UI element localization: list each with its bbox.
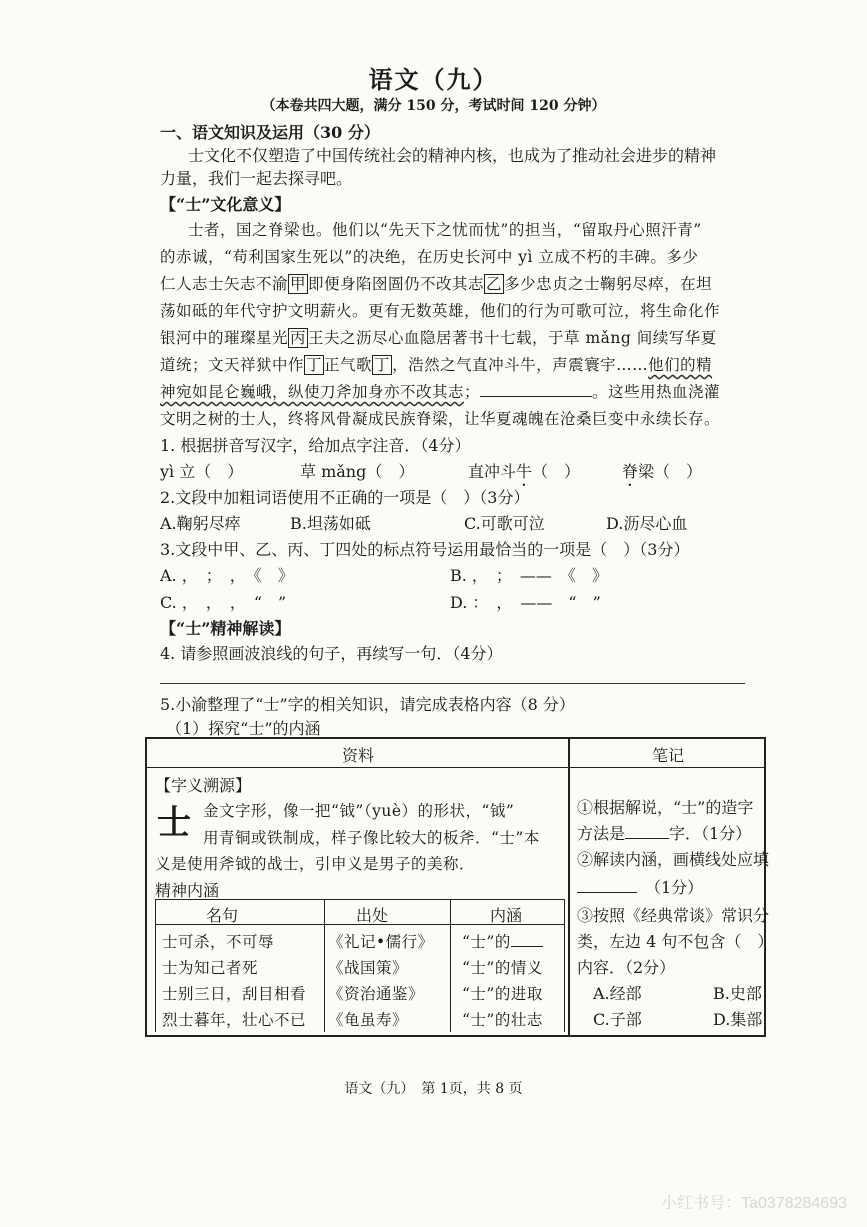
q1-option[interactable]: 直冲斗牛（ ） <box>468 462 581 481</box>
q1-option[interactable]: yì 立（ ） <box>160 462 244 481</box>
meaning-cell: “士”的 <box>462 930 543 952</box>
punct-mark-ding: 丁 <box>306 356 323 374</box>
wavy-sentence: 他们的精 <box>648 356 713 374</box>
q3-option-d[interactable]: D. ： ， —— “ ” <box>450 593 601 612</box>
note-2-cont: （1分） <box>577 875 703 898</box>
source-cell: 《礼记•儒行》 <box>328 933 434 951</box>
meaning-fill-blank[interactable] <box>577 892 637 893</box>
passage-line: 银河中的璀璨星光 丙 王夫之沥尽心血隐居著书十七载，于草 mǎng 间续写华夏 <box>160 329 717 347</box>
quote-cell: 士别三日，刮目相看 <box>162 985 307 1003</box>
char-method-blank[interactable] <box>625 838 669 839</box>
spirit-heading: 精神内涵 <box>155 881 220 900</box>
note-option-d[interactable]: D.集部 <box>713 1010 763 1029</box>
q2-option-a[interactable]: A.鞠躬尽瘁 <box>160 514 241 533</box>
q5-subquestion: （1）探究“士”的内涵 <box>166 719 321 738</box>
passage-line: 神宛如昆仑巍峨，纵使刀斧加身亦不改其志； 。这些用热血浇灌 <box>160 383 721 401</box>
q2-option-c[interactable]: C.可歌可泣 <box>464 514 545 533</box>
page-title: 语文（九） <box>368 65 499 94</box>
note-3-cont: 类，左边 4 句不包含（ ） <box>577 932 774 951</box>
note-3: ③按照《经典常谈》常识分 <box>577 906 770 925</box>
punct-mark-bing: 丙 <box>290 329 307 347</box>
origin-text: 金文字形，像一把“钺”（yuè）的形状，“钺” <box>203 802 515 820</box>
note-option-a[interactable]: A.经部 <box>593 984 642 1003</box>
q2-option-d[interactable]: D.沥尽心血 <box>606 514 688 533</box>
watermark: 小红书号：Ta0378284693 <box>661 1195 847 1212</box>
question-1: 1. 根据拼音写汉字，给加点字注音．（4分） <box>160 436 471 455</box>
quote-cell: 士可杀，不可辱 <box>162 933 275 951</box>
meaning-cell: “士”的壮志 <box>462 1011 543 1029</box>
q3-option-a[interactable]: A. ， ； ， 《 》 <box>160 566 294 585</box>
meaning-cell: “士”的进取 <box>462 985 543 1003</box>
page-footer: 语文（九） 第 1页，共 8 页 <box>344 1081 523 1097</box>
passage-line: 荡如砥的年代守护文明薪火。更有无数英雄，他们的行为可歌可泣，将生命化作 <box>160 302 721 320</box>
question-3: 3.文段中甲、乙、丙、丁四处的标点符号运用最恰当的一项是（ ）（3分） <box>160 540 690 559</box>
question-5: 5.小渝整理了“士”字的相关知识，请完成表格内容（8 分） <box>160 695 575 714</box>
wavy-sentence: 神宛如昆仑巍峨，纵使刀斧加身亦不改其志 <box>160 383 465 401</box>
q1-option[interactable]: 草 mǎng（ ） <box>300 462 415 481</box>
column-divider <box>568 739 570 1035</box>
q4-answer-line[interactable] <box>160 683 745 684</box>
punct-mark-jia: 甲 <box>290 275 307 293</box>
q3-option-b[interactable]: B. ， ； —— 《 》 <box>450 566 608 585</box>
exam-info: （本卷共四大题，满分 150 分，考试时间 120 分钟） <box>261 98 606 114</box>
note-1: ①根据解说，“士”的造字 <box>577 798 754 817</box>
passage-line: 道统；文天祥狱中作 丁 正气歌 丁 ，浩然之气直冲斗牛，声震寰宇……他们的精 <box>160 356 713 374</box>
q2-option-b[interactable]: B.坦荡如砥 <box>290 514 371 533</box>
bronze-script-glyph: 士 <box>157 803 191 843</box>
header-notes: 笔记 <box>652 746 685 765</box>
origin-text: 义是使用斧钺的战士，引申义是男子的美称． <box>155 855 476 873</box>
origin-text: 用青铜或铁制成，样子像比较大的板斧．“士”本 <box>203 829 540 847</box>
note-option-b[interactable]: B.史部 <box>713 984 762 1003</box>
intro-line-2: 力量，我们一起去探寻吧。 <box>160 169 353 188</box>
inner-header: 出处 <box>356 906 389 925</box>
source-cell: 《战国策》 <box>328 959 409 977</box>
continuation-blank[interactable] <box>480 396 592 397</box>
quote-table <box>155 899 565 1032</box>
source-cell: 《资治通鉴》 <box>328 985 425 1003</box>
question-4: 4. 请参照画波浪线的句子，再续写一句．（4分） <box>160 644 503 663</box>
inner-header: 内涵 <box>490 906 523 925</box>
knowledge-table <box>145 737 774 1037</box>
passage-line: 文明之树的士人，终将风骨凝成民族脊梁，让华夏魂魄在沧桑巨变中永续长存。 <box>160 410 721 428</box>
origin-heading: 【字义溯源】 <box>155 776 252 795</box>
quote-cell: 士为知己者死 <box>162 959 259 977</box>
passage-line: 士者，国之脊梁也。他们以“先天下之忧而忧”的担当，“留取丹心照汗青” <box>188 221 702 239</box>
passage-line: 仁人志士矢志不渝 甲 即便身陷囹圄仍不改其志 乙 多少忠贞之士鞠躬尽瘁，在坦 <box>160 275 713 293</box>
q3-option-c[interactable]: C. ， ， ， “ ” <box>160 593 287 612</box>
meaning-blank[interactable] <box>511 946 543 947</box>
part-heading-culture: 【“士”文化意义】 <box>160 195 291 214</box>
note-option-c[interactable]: C.子部 <box>593 1010 642 1029</box>
inner-header: 名句 <box>206 906 239 925</box>
quote-cell: 烈士暮年，壮心不已 <box>162 1011 307 1029</box>
header-materials: 资料 <box>342 746 375 765</box>
note-2: ②解读内涵，画横线处应填 <box>577 850 770 869</box>
q1-option[interactable]: 脊梁（ ） <box>622 462 703 481</box>
punct-mark-ding: 丁 <box>374 356 391 374</box>
passage-line: 的赤诚，“苟利国家生死以”的决绝，在历史长河中 yì 立成不朽的丰碑。多少 <box>160 248 699 266</box>
note-1-cont: 方法是 字．（1分） <box>577 824 752 843</box>
part-heading-spirit: 【“士”精神解读】 <box>160 619 291 638</box>
source-cell: 《龟虽寿》 <box>328 1011 409 1029</box>
punct-mark-yi: 乙 <box>486 275 503 293</box>
question-2: 2.文段中加粗词语使用不正确的一项是（ ）（3分） <box>160 488 530 507</box>
note-3-cont: 内容．（2分） <box>577 958 676 977</box>
section-heading: 一、语文知识及运用（30 分） <box>160 123 380 142</box>
meaning-cell: “士”的情义 <box>462 959 543 977</box>
intro-line-1: 士文化不仅塑造了中国传统社会的精神内核，也成为了推动社会进步的精神 <box>188 146 717 165</box>
